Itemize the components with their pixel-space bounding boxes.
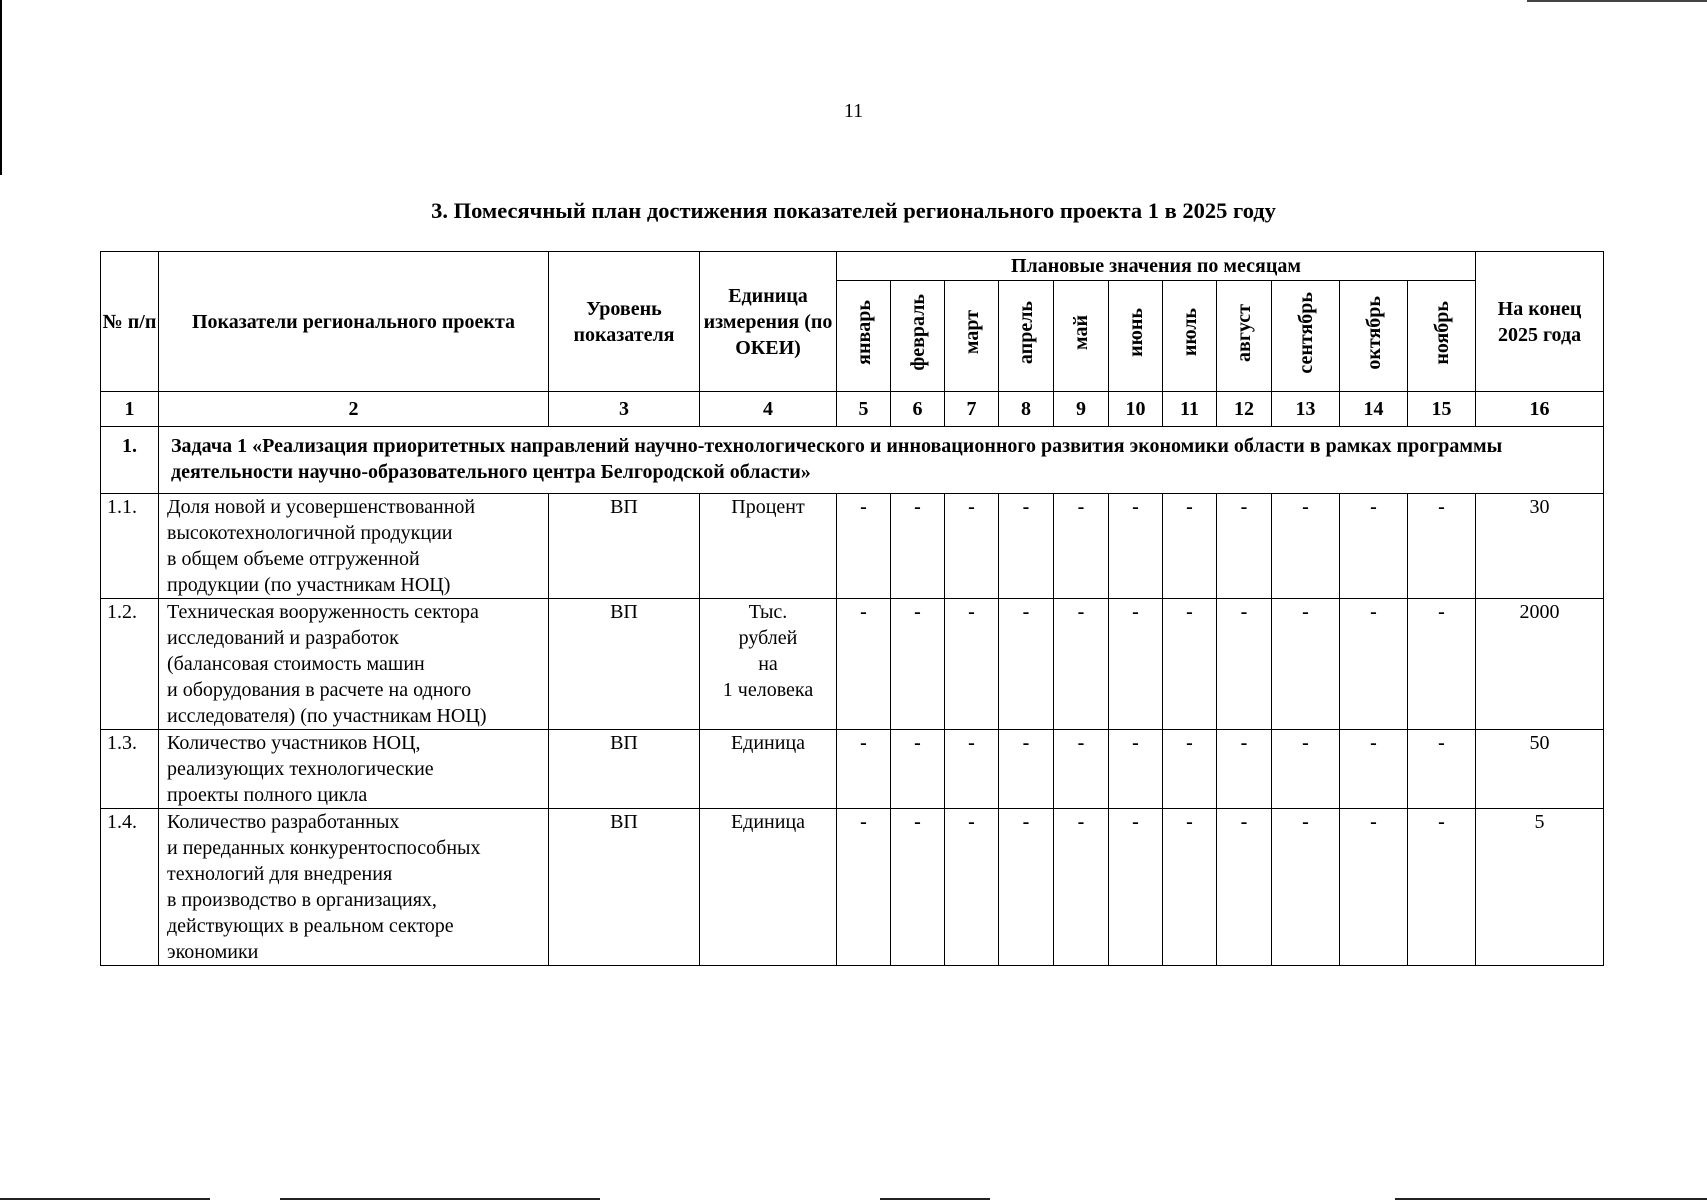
indicator-name: Количество разработанных и переданных конкурентоспособных технологий для внедрения в производство в организациях, действующих в реальном секторе экономики: [159, 809, 549, 966]
header-month: [1340, 281, 1408, 392]
indicator-row: [101, 809, 1604, 966]
task-description: Задача 1 «Реализация приоритетных направлений научно-технологического и инновационного развития экономики области в рамках программы деятельности научно-образовательного центра Белгородской области»: [159, 427, 1604, 494]
month-label: май: [1070, 314, 1092, 350]
indicator-level: ВП: [549, 730, 700, 809]
month-label: сентябрь: [1294, 291, 1317, 374]
column-number: 11: [1163, 392, 1217, 427]
column-number: 8: [999, 392, 1054, 427]
indicator-row: [101, 599, 1604, 730]
monthly-value: -: [1109, 599, 1163, 730]
column-number: 9: [1054, 392, 1109, 427]
header-month: [1054, 281, 1109, 392]
monthly-value: -: [1340, 599, 1408, 730]
indicator-level: ВП: [549, 494, 700, 599]
column-number-row: [101, 392, 1604, 427]
indicator-level: ВП: [549, 809, 700, 966]
month-label: апрель: [1015, 300, 1037, 365]
monthly-value: -: [1272, 809, 1340, 966]
row-number: 1.3.: [101, 730, 159, 809]
monthly-value: -: [1109, 494, 1163, 599]
row-number: 1.4.: [101, 809, 159, 966]
monthly-value: -: [891, 809, 945, 966]
indicator-name: Техническая вооруженность сектора исследований и разработок (балансовая стоимость машин и оборудования в расчете на одного исследователя) (по участникам НОЦ): [159, 599, 549, 730]
monthly-value: -: [1163, 730, 1217, 809]
monthly-value: -: [1109, 809, 1163, 966]
month-label: август: [1233, 303, 1255, 362]
header-month: [837, 281, 891, 392]
scan-edge-mark: [1527, 0, 1707, 2]
header-month: [999, 281, 1054, 392]
monthly-value: -: [1408, 599, 1476, 730]
month-label: июнь: [1124, 308, 1147, 357]
column-number: 1: [101, 392, 159, 427]
monthly-value: -: [1163, 494, 1217, 599]
monthly-plan-table: [100, 251, 1604, 966]
monthly-value: -: [1408, 494, 1476, 599]
monthly-value: -: [1272, 494, 1340, 599]
header-month: [1109, 281, 1163, 392]
indicator-level: ВП: [549, 599, 700, 730]
monthly-value: -: [999, 494, 1054, 599]
monthly-value: -: [1340, 809, 1408, 966]
document-title: 3. Помесячный план достижения показателей регионального проекта 1 в 2025 году: [431, 198, 1276, 223]
unit-of-measure: Единица: [700, 730, 837, 809]
final-value: 2000: [1476, 599, 1604, 730]
row-number: 1.2.: [101, 599, 159, 730]
monthly-value: -: [1163, 599, 1217, 730]
monthly-value: -: [1163, 809, 1217, 966]
header-month: [1217, 281, 1272, 392]
header-month: [1163, 281, 1217, 392]
monthly-value: -: [999, 599, 1054, 730]
month-label: июль: [1178, 308, 1201, 357]
monthly-value: -: [1217, 730, 1272, 809]
month-label: март: [960, 310, 983, 355]
monthly-value: -: [837, 730, 891, 809]
header-month: [945, 281, 999, 392]
monthly-value: -: [945, 494, 999, 599]
row-number: 1.1.: [101, 494, 159, 599]
monthly-value: -: [1217, 494, 1272, 599]
page-number: 11: [843, 100, 864, 122]
monthly-value: -: [999, 809, 1054, 966]
monthly-value: -: [1340, 494, 1408, 599]
column-number: 16: [1476, 392, 1604, 427]
monthly-value: -: [837, 809, 891, 966]
month-label: ноябрь: [1430, 300, 1453, 365]
month-label: февраль: [906, 294, 929, 371]
monthly-value: -: [945, 599, 999, 730]
header-unit: Единица измерения (по ОКЕИ): [700, 252, 837, 392]
column-number: 14: [1340, 392, 1408, 427]
indicator-name: Количество участников НОЦ, реализующих технологические проекты полного цикла: [159, 730, 549, 809]
monthly-value: -: [945, 809, 999, 966]
unit-of-measure: Тыс. рублей на 1 человека: [700, 599, 837, 730]
monthly-value: -: [1272, 730, 1340, 809]
monthly-value: -: [1408, 730, 1476, 809]
header-num: № п/п: [101, 252, 159, 392]
monthly-value: -: [1054, 730, 1109, 809]
header-month: [1272, 281, 1340, 392]
unit-of-measure: Процент: [700, 494, 837, 599]
task-number: 1.: [101, 427, 159, 494]
final-value: 5: [1476, 809, 1604, 966]
monthly-value: -: [1272, 599, 1340, 730]
column-number: 3: [549, 392, 700, 427]
month-label: октябрь: [1362, 295, 1385, 370]
column-number: 6: [891, 392, 945, 427]
month-label: январь: [852, 300, 875, 365]
final-value: 30: [1476, 494, 1604, 599]
monthly-value: -: [945, 730, 999, 809]
column-number: 15: [1408, 392, 1476, 427]
monthly-value: -: [891, 599, 945, 730]
monthly-value: -: [891, 494, 945, 599]
monthly-value: -: [891, 730, 945, 809]
monthly-value: -: [999, 730, 1054, 809]
header-final: На конец 2025 года: [1476, 252, 1604, 392]
monthly-value: -: [1217, 809, 1272, 966]
task-row: [101, 427, 1604, 494]
column-number: 13: [1272, 392, 1340, 427]
monthly-value: -: [1054, 599, 1109, 730]
column-number: 2: [159, 392, 549, 427]
column-number: 10: [1109, 392, 1163, 427]
monthly-value: -: [837, 494, 891, 599]
unit-of-measure: Единица: [700, 809, 837, 966]
header-month: [891, 281, 945, 392]
monthly-value: -: [1408, 809, 1476, 966]
column-number: 4: [700, 392, 837, 427]
header-indicator: Показатели регионального проекта: [159, 252, 549, 392]
indicator-row: [101, 730, 1604, 809]
monthly-value: -: [837, 599, 891, 730]
scan-edge-mark: [0, 0, 2, 175]
indicator-row: [101, 494, 1604, 599]
monthly-value: -: [1340, 730, 1408, 809]
indicator-name: Доля новой и усовершенствованной высокотехнологичной продукции в общем объеме отгруженной продукции (по участникам НОЦ): [159, 494, 549, 599]
monthly-value: -: [1054, 809, 1109, 966]
column-number: 7: [945, 392, 999, 427]
monthly-value: -: [1109, 730, 1163, 809]
column-number: 5: [837, 392, 891, 427]
final-value: 50: [1476, 730, 1604, 809]
indicator-rows: [101, 494, 1604, 966]
header-level: Уровень показателя: [549, 252, 700, 392]
header-month: [1408, 281, 1476, 392]
column-number: 12: [1217, 392, 1272, 427]
monthly-value: -: [1217, 599, 1272, 730]
monthly-value: -: [1054, 494, 1109, 599]
header-planned-values: Плановые значения по месяцам: [837, 252, 1476, 281]
